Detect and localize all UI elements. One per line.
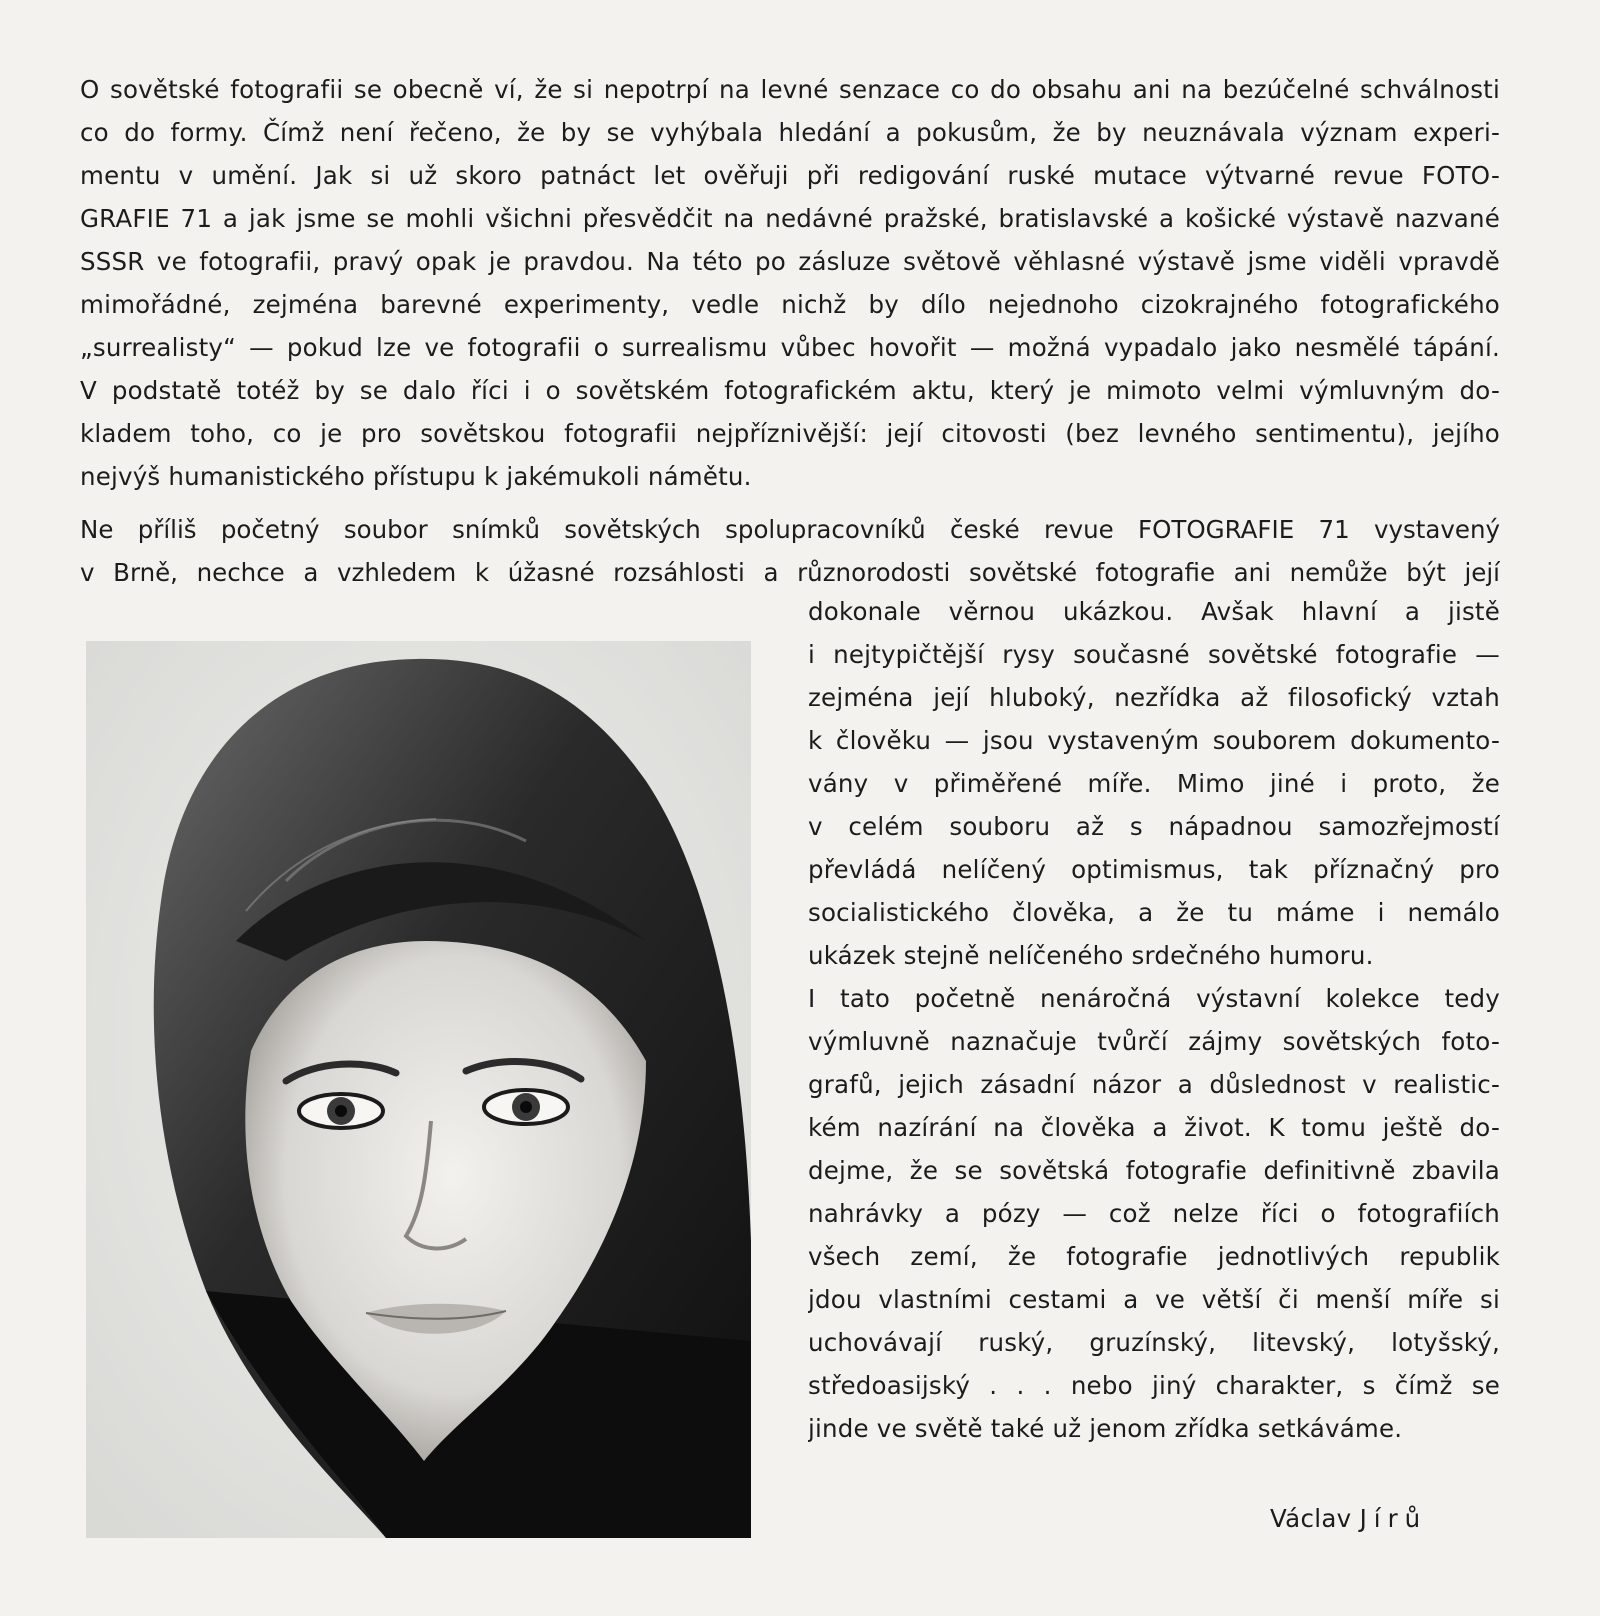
text-line: SSSR ve fotografii, pravý opak je pravdou. Na této po zásluze světově věhlasné výstavě jsme viděli vpravdě <box>80 247 1500 276</box>
text-line: dokonale věrnou ukázkou. Avšak hlavní a jistě <box>808 597 1500 626</box>
text-line: i nejtypičtější rysy současné sovětské fotografie — <box>808 640 1500 669</box>
text-line: v celém souboru až s nápadnou samozřejmostí <box>808 812 1500 841</box>
text-line: co do formy. Čímž není řečeno, že by se vyhýbala hledání a pokusům, že by neuznávala význam experi- <box>80 118 1500 147</box>
text-line: socialistického člověka, a že tu máme i nemálo <box>808 898 1500 927</box>
text-line: výmluvně naznačuje tvůrčí zájmy sovětských foto- <box>808 1027 1500 1056</box>
text-line: dejme, že se sovětská fotografie definitivně zbavila <box>808 1156 1500 1185</box>
text-line: Ne příliš početný soubor snímků sovětských spolupracovníků české revue FOTOGRAFIE 71 vystavený <box>80 515 1500 544</box>
text-line: zejména její hluboký, nezřídka až filosofický vztah <box>808 683 1500 712</box>
text-line: mentu v umění. Jak si už skoro patnáct let ověřuji při redigování ruské mutace výtvarné revue FOTO- <box>80 161 1500 190</box>
text-line: kém nazírání na člověka a život. K tomu ještě do- <box>808 1113 1500 1142</box>
text-line: ukázek stejně nelíčeného srdečného humoru. <box>808 941 1374 970</box>
text-line: GRAFIE 71 a jak jsme se mohli všichni přesvědčit na nedávné pražské, bratislavské a košické výstavě nazvané <box>80 204 1500 233</box>
text-line: V podstatě totéž by se dalo říci i o sovětském fotografickém aktu, který je mimoto velmi výmluvným do- <box>80 376 1500 405</box>
text-line: mimořádné, zejména barevné experimenty, vedle nichž by dílo nejednoho cizokrajného fotografického <box>80 290 1500 319</box>
text-line: všech zemí, že fotografie jednotlivých republik <box>808 1242 1500 1271</box>
text-line: kladem toho, co je pro sovětskou fotografii nejpříznivější: její citovosti (bez levného sentimentu), jejího <box>80 419 1500 448</box>
text-line: k člověku — jsou vystaveným souborem dokumento- <box>808 726 1500 755</box>
text-line: nahrávky a pózy — což nelze říci o fotografiích <box>808 1199 1500 1228</box>
text-line: grafů, jejich zásadní názor a důslednost v realistic- <box>808 1070 1500 1099</box>
text-line: vány v přiměřené míře. Mimo jiné i proto, že <box>808 769 1500 798</box>
text-line: převládá nelíčený optimismus, tak příznačný pro <box>808 855 1500 884</box>
text-line: nejvýš humanistického přístupu k jakémukoli námětu. <box>80 462 752 491</box>
author-last-name: Jírů <box>1359 1504 1428 1533</box>
text-line: I tato početně nenáročná výstavní kolekce tedy <box>808 984 1500 1013</box>
text-line: O sovětské fotografii se obecně ví, že si nepotrpí na levné senzace co do obsahu ani na bezúčelné schválnosti <box>80 75 1500 104</box>
author-first-name: Václav <box>1270 1504 1352 1533</box>
text-line: „surrealisty“ — pokud lze ve fotografii o surrealismu vůbec hovořit — možná vypadalo jako nesmělé tápání. <box>80 333 1500 362</box>
portrait-photo <box>86 641 751 1538</box>
text-line: uchovávají ruský, gruzínský, litevský, lotyšský, <box>808 1328 1500 1357</box>
text-line: středoasijský . . . nebo jiný charakter, s čímž se <box>808 1371 1500 1400</box>
second-paragraph <box>80 508 1500 594</box>
text-line: jinde ve světě také už jenom zřídka setkáváme. <box>808 1414 1403 1443</box>
intro-paragraph <box>80 68 1500 498</box>
text-line: v Brně, nechce a vzhledem k úžasné rozsáhlosti a různorodosti sovětské fotografie ani nemůže být její <box>80 558 1500 587</box>
right-column-text <box>808 590 1500 1450</box>
text-line: jdou vlastními cestami a ve větší či menší míře si <box>808 1285 1500 1314</box>
author-signature <box>1270 1497 1427 1540</box>
portrait-illustration <box>86 641 751 1538</box>
